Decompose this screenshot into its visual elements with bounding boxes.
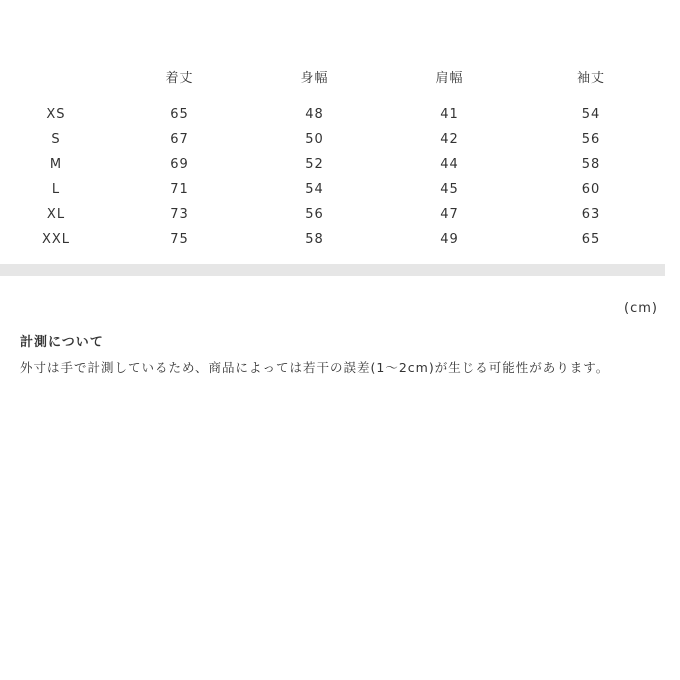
sleeve-value: 63 xyxy=(581,207,601,222)
shoulder-value: 45 xyxy=(440,182,459,197)
size-label: XL xyxy=(46,207,66,222)
divider-band xyxy=(0,264,665,276)
size-label: XXL xyxy=(41,232,71,247)
size-label: XS xyxy=(46,107,66,122)
size-label: L xyxy=(51,182,61,197)
size-label: S xyxy=(51,132,61,147)
shoulder-value: 49 xyxy=(440,232,459,247)
table-row xyxy=(0,227,665,252)
size-label: M xyxy=(49,157,63,172)
size-table xyxy=(0,0,665,252)
width-value: 54 xyxy=(305,182,324,197)
length-value: 71 xyxy=(170,182,189,197)
length-value: 65 xyxy=(170,107,189,122)
header-size xyxy=(0,64,112,89)
table-row xyxy=(0,202,665,227)
width-value: 52 xyxy=(305,157,324,172)
measurement-text: 外寸は手で計測しているため、商品によっては若干の誤差(1〜2cm)が生じる可能性があります。 xyxy=(20,360,610,375)
width-value: 58 xyxy=(305,232,324,247)
width-value: 50 xyxy=(305,132,324,147)
sleeve-value: 54 xyxy=(581,107,601,122)
sleeve-value: 60 xyxy=(581,182,601,197)
table-row xyxy=(0,102,665,127)
table-row xyxy=(0,177,665,202)
length-value: 67 xyxy=(170,132,189,147)
header-length: 着丈 xyxy=(165,71,194,86)
table-row xyxy=(0,127,665,152)
length-value: 75 xyxy=(170,232,189,247)
sleeve-value: 56 xyxy=(581,132,601,147)
table-header-row xyxy=(0,64,665,89)
length-value: 73 xyxy=(170,207,189,222)
sleeve-value: 65 xyxy=(581,232,601,247)
width-value: 56 xyxy=(305,207,324,222)
shoulder-value: 44 xyxy=(440,157,459,172)
shoulder-value: 47 xyxy=(440,207,459,222)
header-width: 身幅 xyxy=(300,71,329,86)
shoulder-value: 42 xyxy=(440,132,459,147)
unit-note: (cm) xyxy=(624,301,658,316)
width-value: 48 xyxy=(305,107,324,122)
length-value: 69 xyxy=(170,157,189,172)
sleeve-value: 58 xyxy=(581,157,601,172)
header-sleeve: 袖丈 xyxy=(576,71,605,86)
table-row xyxy=(0,152,665,177)
measurement-title: 計測について xyxy=(20,335,104,350)
shoulder-value: 41 xyxy=(440,107,459,122)
header-shoulder: 肩幅 xyxy=(435,71,464,86)
